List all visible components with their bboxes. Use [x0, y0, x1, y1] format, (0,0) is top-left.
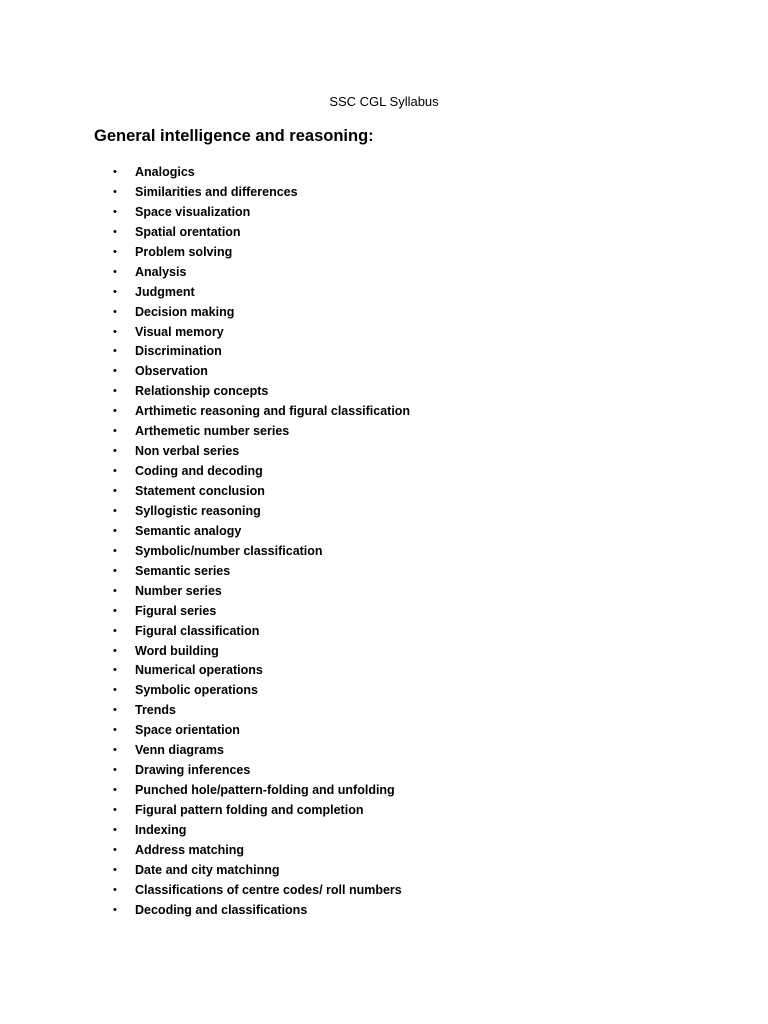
list-item-text: Trends [135, 703, 176, 718]
list-item-text: Observation [135, 364, 208, 379]
bullet-icon: • [113, 365, 117, 378]
list-item-text: Decoding and classifications [135, 902, 308, 917]
bullet-icon: • [113, 166, 117, 178]
bullet-icon: • [113, 764, 117, 777]
list-item-text: Spatial orentation [135, 224, 241, 239]
list-item-text: Discrimination [135, 344, 222, 359]
bullet-icon: • [113, 325, 117, 338]
list-item-text: Space visualization [135, 204, 251, 219]
list-item-text: Semantic analogy [135, 523, 242, 538]
bullet-icon: • [113, 724, 117, 737]
list-item-text: Figural series [135, 603, 217, 618]
list-item-text: Word building [135, 643, 219, 658]
list-item-text: Non verbal series [135, 444, 240, 459]
list-item-text: Address matching [135, 842, 245, 857]
bullet-icon: • [113, 465, 117, 478]
bullet-icon: • [113, 445, 117, 458]
list-item-text: Figural classification [135, 623, 260, 638]
bullet-icon: • [113, 644, 117, 657]
bullet-icon: • [113, 604, 117, 617]
bullet-icon: • [113, 823, 117, 836]
bullet-icon: • [113, 524, 117, 537]
bullet-icon: • [113, 584, 117, 597]
bullet-icon: • [113, 744, 117, 757]
list-item-text: Classifications of centre codes/ roll numbers [135, 882, 402, 897]
bullet-icon: • [113, 265, 117, 278]
section-heading: General intelligence and reasoning: [94, 127, 374, 145]
bullet-icon: • [113, 664, 117, 677]
bullet-icon: • [113, 544, 117, 557]
list-item-text: Indexing [135, 822, 187, 837]
bullet-icon: • [113, 185, 117, 198]
bullet-icon: • [113, 405, 117, 418]
bullet-icon: • [113, 205, 117, 218]
bullet-icon: • [113, 883, 117, 896]
bullet-icon: • [113, 843, 117, 856]
bullet-icon: • [113, 285, 117, 298]
list-item-text: Number series [135, 583, 222, 598]
list-item-text: Drawing inferences [135, 763, 251, 778]
list-item-text: Numerical operations [135, 663, 263, 678]
list-item-text: Symbolic/number classification [135, 543, 323, 558]
bullet-icon: • [113, 903, 117, 916]
list-item-text: Space orientation [135, 723, 240, 738]
bullet-icon: • [113, 485, 117, 497]
list-item-text: Coding and decoding [135, 464, 263, 479]
list-item-text: Figural pattern folding and completion [135, 803, 364, 817]
bullet-icon: • [113, 425, 117, 438]
list-item-text: Analogics [135, 165, 195, 179]
bullet-icon: • [113, 504, 117, 517]
bullet-icon: • [113, 245, 117, 258]
list-item-text: Analysis [135, 264, 187, 279]
list-item-text: Punched hole/pattern-folding and unfolding [135, 783, 395, 798]
bullet-icon: • [113, 564, 117, 577]
list-item-text: Syllogistic reasoning [135, 503, 261, 518]
list-item-text: Problem solving [135, 244, 233, 259]
list-item-text: Symbolic operations [135, 683, 258, 698]
list-item-text: Date and city matchinng [135, 862, 280, 877]
list-item-text: Relationship concepts [135, 384, 269, 399]
bullet-icon: • [113, 704, 117, 717]
list-item-text: Decision making [135, 304, 235, 319]
document-title: SSC CGL Syllabus [329, 94, 439, 109]
bullet-icon: • [113, 624, 117, 637]
bullet-icon: • [113, 225, 117, 238]
list-item-text: Statement conclusion [135, 484, 265, 498]
bullet-icon: • [113, 784, 117, 797]
bullet-icon: • [113, 385, 117, 398]
list-item-text: Arthemetic number series [135, 424, 290, 439]
list-item-text: Semantic series [135, 563, 231, 578]
list-item-text: Judgment [135, 284, 195, 299]
bullet-icon: • [113, 345, 117, 358]
list-item-text: Venn diagrams [135, 743, 224, 758]
bullet-icon: • [113, 804, 117, 816]
bullet-icon: • [113, 684, 117, 697]
bullet-icon: • [113, 863, 117, 876]
bullet-icon: • [113, 305, 117, 318]
list-item-text: Arthimetic reasoning and figural classification [135, 404, 411, 419]
list-item-text: Visual memory [135, 324, 224, 339]
list-item-text: Similarities and differences [135, 184, 298, 199]
